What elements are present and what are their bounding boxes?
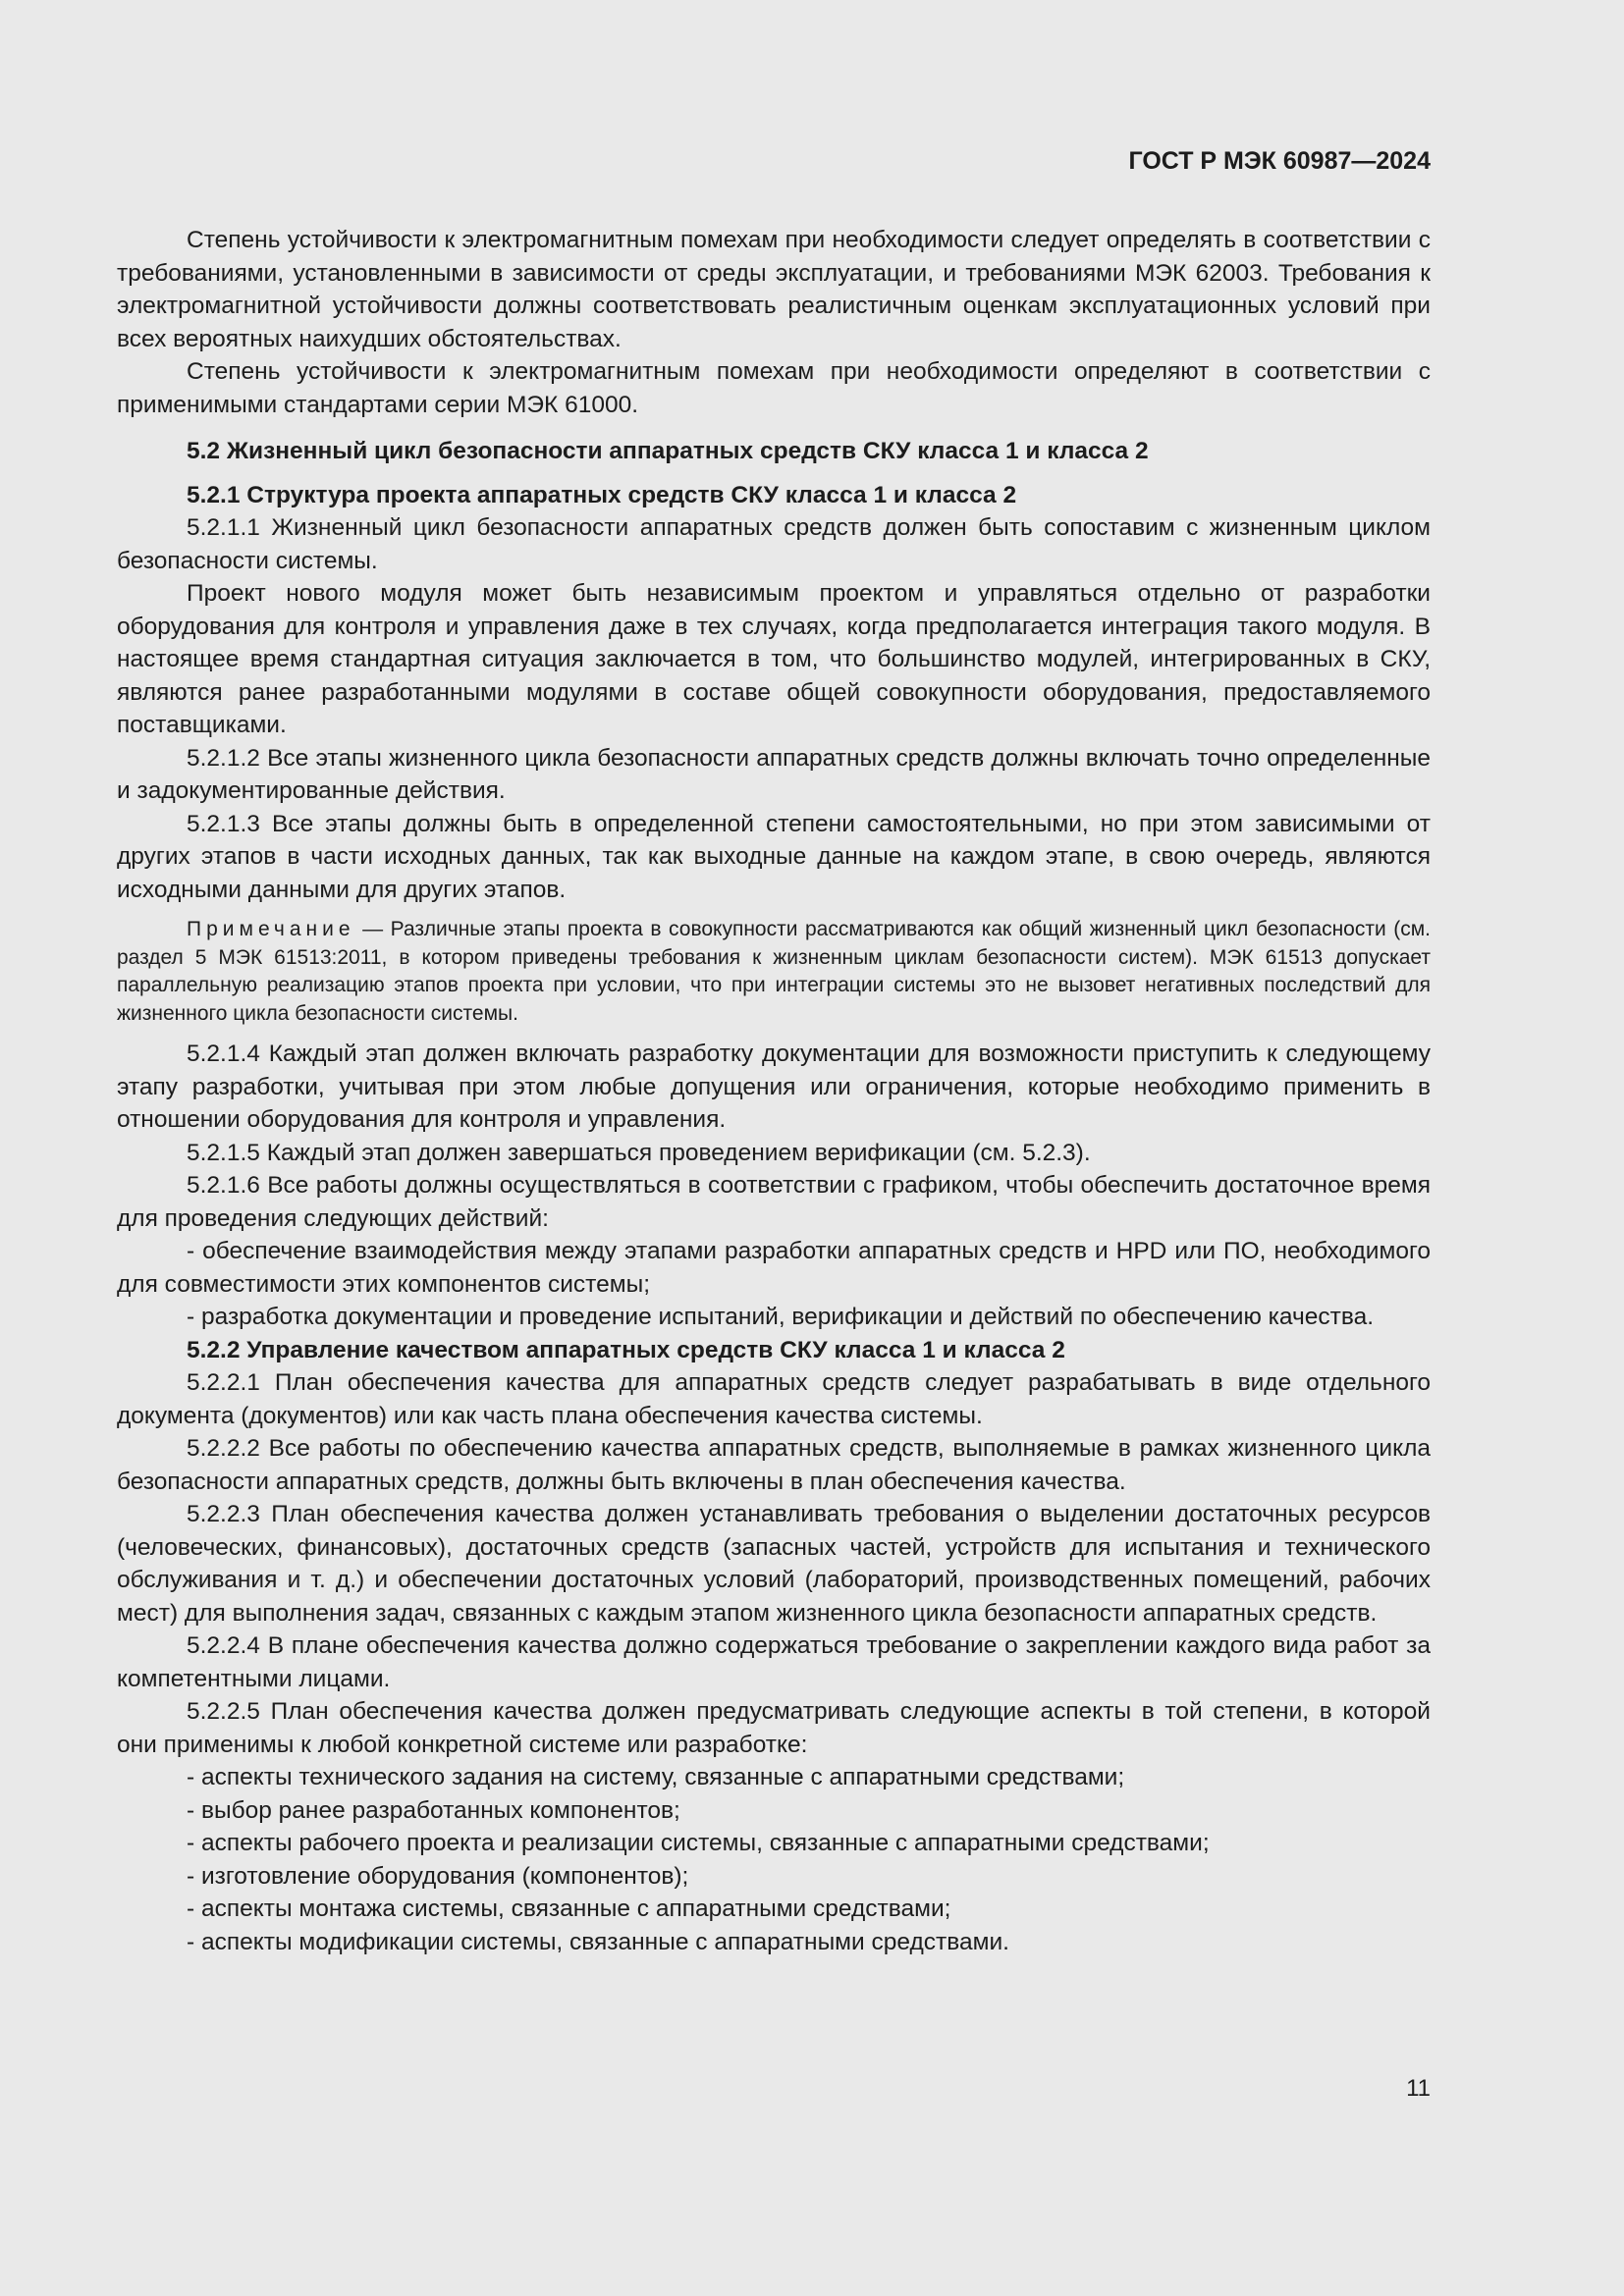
clause-5-2-1-6: 5.2.1.6 Все работы должны осуществляться в соответствии с графиком, чтобы обеспечить достаточное время для проведения следующих действий: (117, 1172, 1431, 1232)
list-item: - изготовление оборудования (компонентов); (187, 1862, 689, 1890)
document-header: ГОСТ Р МЭК 60987—2024 (1128, 147, 1431, 175)
clause-5-2-1-3: 5.2.1.3 Все этапы должны быть в определенной степени самостоятельными, но при этом зависимыми от других этапов в части исходных данных, так как выходные данные на каждом этапе, в свою очередь, являются исходными данными для других этапов. (117, 810, 1431, 903)
section-heading-5-2-2: 5.2.2 Управление качеством аппаратных средств СКУ класса 1 и класса 2 (187, 1336, 1065, 1363)
note (117, 916, 1431, 1028)
paragraph: Степень устойчивости к электромагнитным помехам при необходимости следует определять в соответствии с требованиями, установленными в зависимости от среды эксплуатации, и требованиями МЭК 62003. Требования к электромагнитной устойчивости должны соответствовать реалистичным оценкам эксплуатационных условий при всех вероятных наихудших обстоятельствах. (117, 227, 1431, 352)
clause-5-2-2-1: 5.2.2.1 План обеспечения качества для аппаратных средств следует разрабатывать в виде отдельного документа (документов) или как часть плана обеспечения качества системы. (117, 1369, 1431, 1429)
clause-5-2-2-5: 5.2.2.5 План обеспечения качества должен предусматривать следующие аспекты в той степени, в которой они применимы к любой конкретной системе или разработке: (117, 1698, 1431, 1758)
section-heading-5-2: 5.2 Жизненный цикл безопасности аппаратных средств СКУ класса 1 и класса 2 (187, 438, 1149, 464)
clause-5-2-1-5: 5.2.1.5 Каждый этап должен завершаться проведением верификации (см. 5.2.3). (187, 1139, 1091, 1166)
clause-5-2-2-4: 5.2.2.4 В плане обеспечения качества должно содержаться требование о закреплении каждого вида работ за компетентными лицами. (117, 1632, 1431, 1692)
clause-5-2-1-1: 5.2.1.1 Жизненный цикл безопасности аппаратных средств должен быть сопоставим с жизненным циклом безопасности системы. (117, 514, 1431, 574)
document-body (117, 224, 1431, 1958)
list-item: - аспекты технического задания на систему, связанные с аппаратными средствами; (187, 1764, 1125, 1790)
clause-5-2-2-3: 5.2.2.3 План обеспечения качества должен устанавливать требования о выделении достаточных ресурсов (человеческих, финансовых), достаточных средств (запасных частей, устройств для испытания и технического обслуживания и т. д.) и обеспечении достаточных условий (лабораторий, производственных помещений, рабочих мест) для выполнения задач, связанных с каждым этапом жизненного цикла безопасности аппаратных средств. (117, 1501, 1431, 1627)
section-heading-5-2-1: 5.2.1 Структура проекта аппаратных средств СКУ класса 1 и класса 2 (187, 481, 1017, 508)
clause-5-2-2-2: 5.2.2.2 Все работы по обеспечению качества аппаратных средств, выполняемые в рамках жизненного цикла безопасности аппаратных средств, должны быть включены в план обеспечения качества. (117, 1435, 1431, 1495)
list-item: - разработка документации и проведение испытаний, верификации и действий по обеспечению качества. (187, 1304, 1375, 1330)
list-item: - выбор ранее разработанных компонентов; (187, 1796, 680, 1824)
list-item: - аспекты рабочего проекта и реализации системы, связанные с аппаратными средствами; (187, 1830, 1210, 1856)
page-number: 11 (1406, 2075, 1431, 2102)
paragraph: Проект нового модуля может быть независимым проектом и управляться отдельно от разработки оборудования для контроля и управления даже в тех случаях, когда предполагается интеграция такого модуля. В настоящее время стандартная ситуация заключается в том, что большинство модулей, интегрированных в СКУ, являются ранее разработанными модулями в составе общей совокупности оборудования, предоставляемого поставщиками. (117, 580, 1431, 738)
clause-5-2-1-4: 5.2.1.4 Каждый этап должен включать разработку документации для возможности приступить к следующему этапу разработки, учитывая при этом любые допущения или ограничения, которые необходимо применить в отношении оборудования для контроля и управления. (117, 1041, 1431, 1133)
note-label: Примечание (187, 918, 355, 940)
note-text: — Различные этапы проекта в совокупности рассматриваются как общий жизненный цикл безопасности (см. раздел 5 МЭК 61513:2011, в котором приведены требования к жизненным циклам безопасности систем). МЭК 61513 допускает параллельную реализацию этапов проекта при условии, что при интеграции системы это не вызовет негативных последствий для жизненного цикла безопасности системы. (117, 918, 1431, 1025)
clause-5-2-1-2: 5.2.1.2 Все этапы жизненного цикла безопасности аппаратных средств должны включать точно определенные и задокументированные действия. (117, 744, 1431, 804)
list-item: - аспекты модификации системы, связанные с аппаратными средствами. (187, 1928, 1009, 1955)
list-item: - аспекты монтажа системы, связанные с аппаратными средствами; (187, 1896, 951, 1922)
list-item: - обеспечение взаимодействия между этапами разработки аппаратных средств и HPD или ПО, необходимого для совместимости этих компонентов системы; (117, 1238, 1431, 1298)
paragraph: Степень устойчивости к электромагнитным помехам при необходимости определяют в соответствии с применимыми стандартами серии МЭК 61000. (117, 358, 1431, 418)
